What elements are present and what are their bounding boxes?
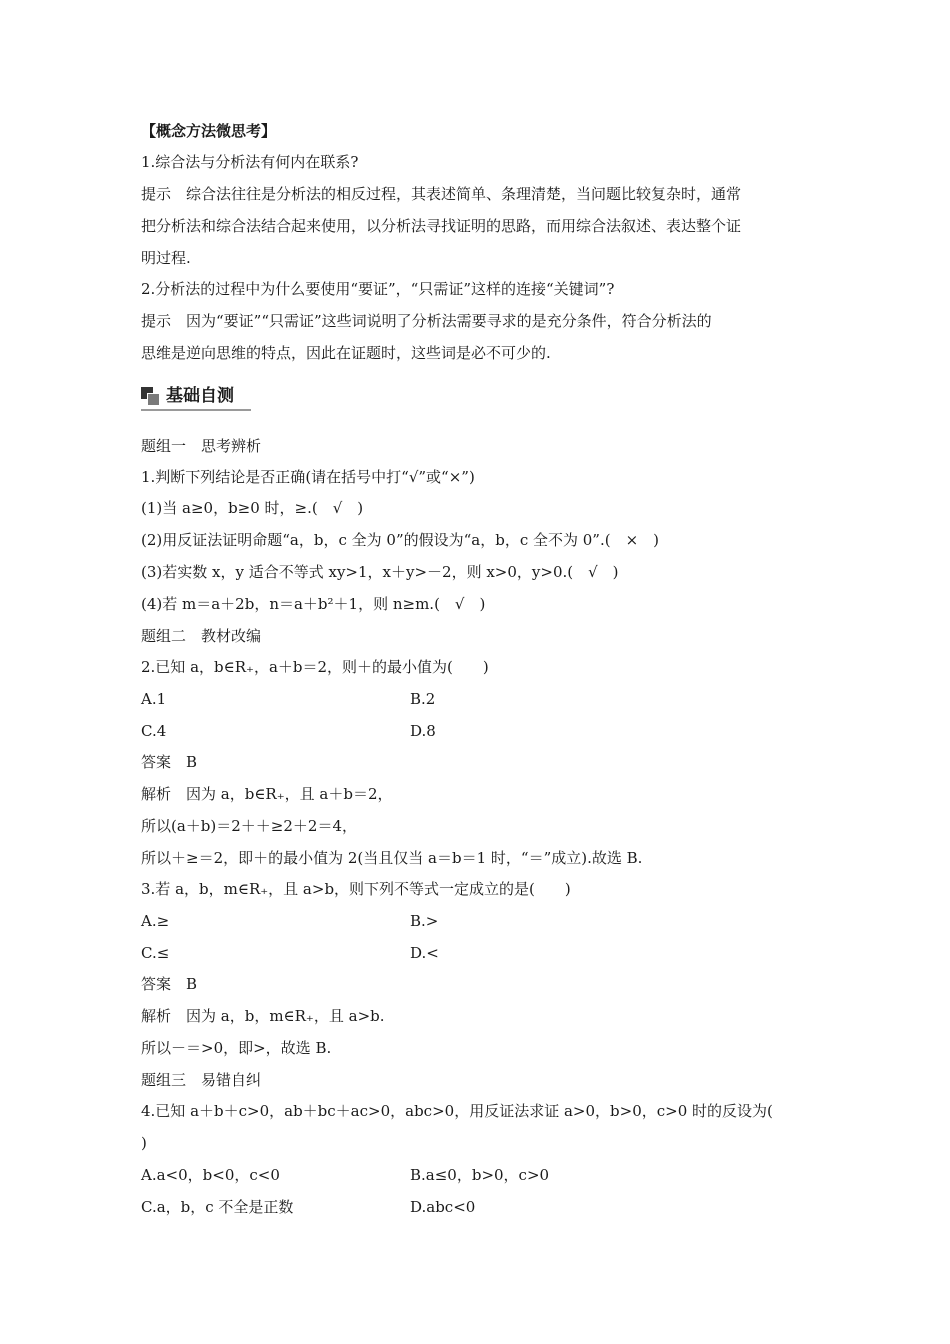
exercise-1-item-1: (1)当 a≥0，b≥0 时，≥.( √ ) xyxy=(141,499,364,517)
exercise-4-line-1: 4.已知 a＋b＋c>0，ab＋bc＋ac>0，abc>0，用反证法求证 a>0，b>0，c>0 时的反设为( xyxy=(141,1102,773,1120)
exercise-2-option-a: A.1 xyxy=(141,690,167,708)
exercise-3-option-b: B.> xyxy=(410,912,439,930)
hint-1-line-1: 提示 综合法往往是分析法的相反过程，其表述简单、条理清楚，当问题比较复杂时，通常 xyxy=(141,185,742,203)
group-1-title: 题组一 思考辨析 xyxy=(141,437,262,455)
exercise-2-answer: 答案 B xyxy=(141,753,198,771)
exercise-2-option-b: B.2 xyxy=(410,690,436,708)
exercise-3-analysis-1: 解析 因为 a，b，m∈R₊，且 a>b. xyxy=(141,1007,385,1025)
exercise-2-analysis-3: 所以＋≥＝2，即＋的最小值为 2(当且仅当 a＝b＝1 时，“＝”成立).故选 B. xyxy=(141,849,643,867)
exercise-3-option-a: A.≥ xyxy=(141,912,170,930)
exercise-3-analysis-2: 所以－＝>0，即>，故选 B. xyxy=(141,1039,332,1057)
question-2: 2.分析法的过程中为什么要使用“要证”，“只需证”这样的连接“关键词”? xyxy=(141,280,615,298)
group-2-title: 题组二 教材改编 xyxy=(141,627,262,645)
exercise-1-item-4: (4)若 m＝a＋2b，n＝a＋b²＋1，则 n≥m.( √ ) xyxy=(141,595,486,613)
exercise-2: 2.已知 a，b∈R₊，a＋b＝2，则＋的最小值为( ) xyxy=(141,658,489,676)
concept-header: 【概念方法微思考】 xyxy=(141,122,277,140)
hint-1-line-3: 明过程. xyxy=(141,249,191,267)
section-title: 基础自测 xyxy=(166,386,234,406)
exercise-1-item-3: (3)若实数 x，y 适合不等式 xy>1，x＋y>－2，则 x>0，y>0.( √ ) xyxy=(141,563,619,581)
exercise-2-option-d: D.8 xyxy=(410,722,436,740)
exercise-2-analysis-1: 解析 因为 a，b∈R₊，且 a＋b＝2， xyxy=(141,785,393,803)
group-3-title: 题组三 易错自纠 xyxy=(141,1071,262,1089)
exercise-4-option-b: B.a≤0，b>0，c>0 xyxy=(410,1166,550,1184)
hint-2-line-1: 提示 因为“要证”“只需证”这些词说明了分析法需要寻求的是充分条件，符合分析法的 xyxy=(141,312,712,330)
section-square-icon xyxy=(141,387,159,405)
exercise-3: 3.若 a，b，m∈R₊，且 a>b，则下列不等式一定成立的是( ) xyxy=(141,880,571,898)
exercise-4-option-a: A.a<0，b<0，c<0 xyxy=(141,1166,280,1184)
exercise-2-analysis-2: 所以(a＋b)＝2＋＋≥2＋2＝4， xyxy=(141,817,357,835)
exercise-4-option-d: D.abc<0 xyxy=(410,1198,476,1216)
exercise-3-answer: 答案 B xyxy=(141,975,198,993)
exercise-3-option-c: C.≤ xyxy=(141,944,170,962)
hint-1-line-2: 把分析法和综合法结合起来使用，以分析法寻找证明的思路，而用综合法叙述、表达整个证 xyxy=(141,217,742,235)
hint-2-line-2: 思维是逆向思维的特点，因此在证题时，这些词是必不可少的. xyxy=(141,344,551,362)
section-header xyxy=(141,384,251,410)
exercise-4-option-c: C.a，b，c 不全是正数 xyxy=(141,1198,294,1216)
exercise-1-item-2: (2)用反证法证明命题“a，b，c 全为 0”的假设为“a，b，c 全不为 0”.( × ) xyxy=(141,531,660,549)
section-underline xyxy=(141,409,251,411)
exercise-4-line-2: ) xyxy=(141,1134,147,1152)
exercise-2-option-c: C.4 xyxy=(141,722,167,740)
exercise-3-option-d: D.< xyxy=(410,944,439,962)
question-1: 1.综合法与分析法有何内在联系? xyxy=(141,153,359,171)
exercise-1: 1.判断下列结论是否正确(请在括号中打“√”或“×”) xyxy=(141,468,475,486)
